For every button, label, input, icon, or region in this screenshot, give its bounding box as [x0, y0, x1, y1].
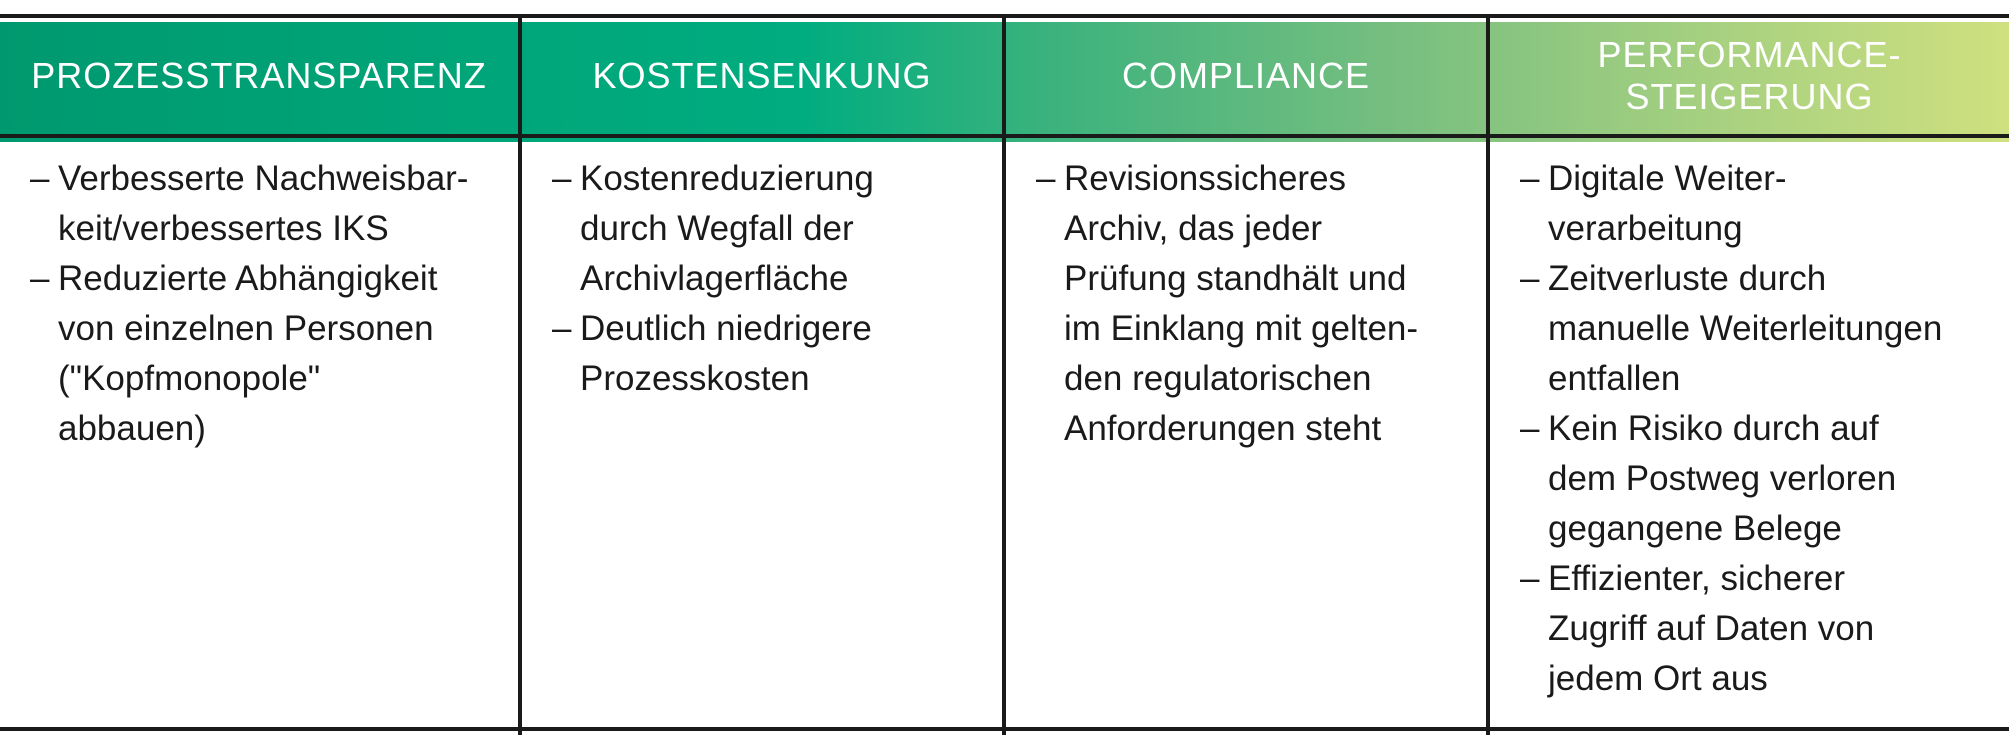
benefits-table: [0, 14, 2009, 731]
list-item: – Digitale Weiter- verarbeitung: [1520, 154, 1989, 254]
header-performance-steigerung: PERFORMANCE- STEIGERUNG: [1490, 18, 2009, 138]
cell-prozesstransparenz: [0, 138, 522, 735]
header-kostensenkung: KOSTENSENKUNG: [522, 18, 1006, 138]
list-item: – Revisionssicheres Archiv, das jeder Prüfung standhält und im Einklang mit gelten- den regulatorischen Anforderungen steht: [1036, 154, 1466, 454]
benefit-list: [552, 154, 982, 404]
header-prozesstransparenz: PROZESSTRANSPARENZ: [0, 18, 522, 138]
header-compliance: COMPLIANCE: [1006, 18, 1490, 138]
benefit-list: [1520, 154, 1989, 704]
cell-kostensenkung: [522, 138, 1006, 735]
benefit-list: [30, 154, 498, 454]
list-item: – Deutlich niedrigere Prozesskosten: [552, 304, 982, 404]
list-item: – Zeitverluste durch manuelle Weiterleitungen entfallen: [1520, 254, 1989, 404]
list-item: – Effizienter, sicherer Zugriff auf Daten von jedem Ort aus: [1520, 554, 1989, 704]
benefit-list: [1036, 154, 1466, 454]
list-item: – Kostenreduzierung durch Wegfall der Archivlagerfläche: [552, 154, 982, 304]
cell-compliance: [1006, 138, 1490, 735]
list-item: – Verbesserte Nachweisbar- keit/verbessertes IKS: [30, 154, 498, 254]
list-item: – Kein Risiko durch auf dem Postweg verloren gegangene Belege: [1520, 404, 1989, 554]
list-item: – Reduzierte Abhängigkeit von einzelnen Personen ("Kopfmonopole" abbauen): [30, 254, 498, 454]
cell-performance-steigerung: [1490, 138, 2009, 735]
